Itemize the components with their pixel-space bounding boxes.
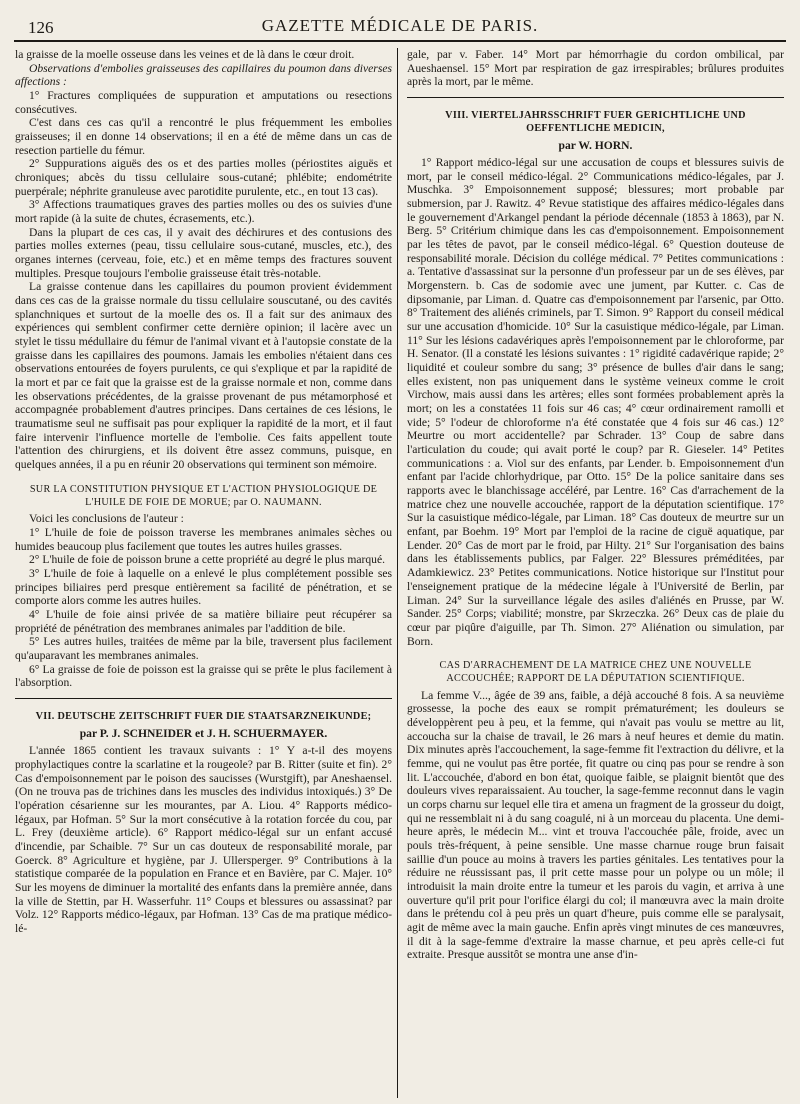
paragraph: 1° Fractures compliquées de suppuration et amputations ou resections consécutives. [15, 89, 392, 116]
paragraph: la graisse de la moelle osseuse dans les veines et de là dans le cœur droit. [15, 48, 355, 61]
paragraph: La femme V..., âgée de 39 ans, faible, a déjà accouché 8 fois. A sa neuvième grossesse, la poche des eaux se rompit prématurément; les douleurs se développèrent peu à peu, et la femme, qui n'avait pas voulu se mettre au lit, accoucha sur la chaise de travail, le 26 mars à neuf heures et demie du matin. Dix minutes après l'accouchement, la sage-femme fit l'extraction du délivre, et la femme, qui ne voulut pas être portée, fit quatre ou cinq pas pour se rendre à son lit. L'accouchée, d'abord en bon état, quoique faible, se plaignit bientôt que des douleurs vives reparaissaient. Au toucher, la sage-femme reconnut dans le vagin un corps charnu sur lequel elle tira et amena un fragment de la grosseur du doigt, qui ne ressemblait ni à du sang coagulé, ni à un morceau du placenta. Une demi-heure après, le médecin M... vint et trouva l'accouchée pâle, froide, avec un pouls très-fréquent, à peine sensible. Une masse charnue rouge brun faisait saillie d'un pouce au moins à travers les parties génitales. Les tentatives pour la réduire ne réussissant pas, il prit cette masse pour un polype ou un môle; il introduisit la main droite entre la tumeur et les parois du vagin, et arriva à une ouverture qu'il prit pour l'orifice élargi du col; il manœuvra avec la main droite dans le prétendu col à peu près un quart d'heure, puis comme elle se paralysait, agit de même avec la main gauche. Enfin après vingt minutes de ces manœuvres, il dit à la sage-femme d'extraire la masse charnue, et peu après celle-ci fut extraite. Presque aussitôt se montra une anse d'in- [407, 688, 784, 962]
paragraph: La graisse contenue dans les capillaires du poumon provient évidemment dans ces cas de la graisse normale du tissu cellulaire souscutané, ou des cavités splanchniques et surtout de la moelle des os. Il a fait sur des animaux des expériences qui semblent confirmer cette dernière opinion; il lacère avec un stylet le tissu médullaire du fémur de l'animal vivant et à l'autopsie constate de la graisse dans les capillaires des poumons. Jamais les embolies n'étaient dans ces observations entourées de foyers purulents, ce qui s'explique et par la rapidité de la mort et par ce fait que la graisse est de la graisse normale et non, comme dans les observations précédentes, de la graisse provenant de pus métamorphosé et accompagnée probablement d'autres principes. Dans certaines de ces lésions, le traumatisme seul ne suffisait pas pour expliquer la rapidité de la mort, et il faut faire intervenir l'influence mortelle de l'embolie. Ces faits appellent toute l'attention des chirurgiens, et ils doivent être assez communs, puisque, en quelques années, il a pu en réunir 20 observations qui terminent son mémoire. [15, 280, 392, 472]
journal-title: GAZETTE MÉDICALE DE PARIS. [261, 16, 539, 35]
subheading: Observations d'embolies graisseuses des capillaires du poumon dans diverses affections : [15, 61, 392, 89]
paragraph: 3° Affections traumatiques graves des parties molles ou des os suivies d'une mort rapide (à la suite de chutes, écrasements, etc.). [15, 198, 392, 226]
right-column [407, 48, 784, 1098]
column-divider [397, 48, 398, 1098]
paragraph: 4° L'huile de foie ainsi privée de sa matière biliaire peut récupérer sa propriété de pénétration des membranes animales par l'addition de bile. [15, 608, 392, 635]
section-byline: par P. J. SCHNEIDER et J. H. SCHUERMAYER. [79, 726, 328, 740]
section-byline: par W. HORN. [558, 138, 633, 152]
section-title-text: VIII. VIERTELJAHRSSCHRIFT FUER GERICHTLICHE UND OEFFENTLICHE MEDICIN, [445, 110, 746, 134]
paragraph: C'est dans ces cas qu'il a rencontré le plus fréquemment les embolies graisseuses; il en donne 14 observations; il en a été de même dans un cas de resection partielle du fémur. [15, 116, 392, 157]
paragraph: 2° L'huile de foie de poisson brune a cette propriété au degré le plus marqué. [29, 553, 386, 567]
paragraph: 5° Les autres huiles, traitées de même par la bile, traversent plus facilement qu'auparavant les membranes animales. [15, 635, 392, 663]
paragraph: 2° Suppurations aiguës des os et des parties molles (périostites aiguës et chroniques; abcès du tissu cellulaire sous-cutané; phlébite; endométrite puerpérale; néphrite granuleuse avec parotidite purulente, etc., en tout 13 cas). [15, 157, 392, 198]
section-title-vierteljahrsschrift [407, 110, 784, 153]
section-title-text: VII. DEUTSCHE ZEITSCHRIFT FUER DIE STAATSARZNEIKUNDE; [35, 711, 372, 723]
section-title-naumann: SUR LA CONSTITUTION PHYSIQUE ET L'ACTION PHYSIOLOGIQUE DE L'HUILE DE FOIE DE MORUE; par O. NAUMANN. [29, 483, 378, 508]
paragraph: Dans la plupart de ces cas, il y avait des déchirures et des contusions des parties molles externes (peau, tissu cellulaire sous-cutané, muscles, etc.), des organes internes (cerveau, foie, etc.) et en même temps des fractures souvent multiples. Presque toujours l'embolie graisseuse était très-notable. [15, 225, 392, 280]
paragraph: 3° L'huile de foie à laquelle on a enlevé le plus complétement possible ses principes biliaires perd presque entièrement sa facilité de pénétration, et se comporte alors comme les autres huiles. [15, 567, 392, 608]
paragraph: gale, par v. Faber. 14° Mort par hémorrhagie du cordon ombilical, par Aueshaensel. 15° Mort par respiration de gaz irrespirables; brûlures produites après la mort, par le même. [407, 48, 784, 89]
section-title-arrachement: CAS D'ARRACHEMENT DE LA MATRICE CHEZ UNE NOUVELLE ACCOUCHÉE; RAPPORT DE LA DÉPUTATION SCIENTIFIQUE. [439, 660, 752, 684]
section-title-staatsarzneikunde [15, 711, 392, 741]
paragraph: 1° Rapport médico-légal sur une accusation de coups et blessures suivis de mort, par le conseil médico-légal. 2° Communications médico-légales, par J. Muschka. 3° Empoisonnement supposé; blessures; mort probable par submersion, par J. Rawitz. 4° Revue statistique des affaires médico-légales dans le gouvernement d'Arkangel pendant la période décennale (1853 à 1863), par N. Berg. 5° Critérium chimique dans les cas d'empoisonnement. Empoisonnement par les têtes de pavot, par le conseil médico-légal. 6° Question douteuse de responsabilité morale. Décision du collége médical. 7° Petites communications : a. Tentative d'assassinat sur la personne d'un professeur par un de ses élèves, par Morgenstern. b. Cas de sodomie avec une jument, par Kutter. c. Cas de dipsomanie, par Liman. d. Quatre cas d'empoisonnement par l'arsenic, par Otto. 8° Traitement des aliénés criminels, par T. Simon. 9° Rapport du conseil médical sur une accusation d'homicide. 10° Sur la casuistique médico-légale, par Liman. 11° Sur les lésions cadavériques après l'empoisonnement par le chloroforme, par H. Senator. (Il a constaté les lésions suivantes : 1° rigidité cadavérique rapide; 2° liquidité et couleur sombre du sang; 3° présence de bulles d'air dans le sang; elles existent, non pas uniquement dans le système veineux comme le croit Virchow, mais aussi dans les artères; elles sont formées probablement après la mort; on les a constatées 11 fois sur 46 cas; 4° cœur ordinairement ramolli et vide; 5° l'odeur de chloroforme n'a été constatée que 4 fois sur 46 cas.) 12° Meurtre ou mort accidentelle? par Schrader. 13° Coup de sabre dans l'articulation du coude; qui avait porté le coup? par R. Gieseler. 14° Petites communications : a. Viol sur des enfants, par Lender. b. Empoisonnement d'un enfant par l'acide chlorhydrique, par Otto. 15° De la police sanitaire dans ses rapports avec le blanchissage accéléré, par Lentre. 16° Cas d'arrachement de la matrice chez une nouvelle accouchée, rapport de la députation scientifique. 17° Sur la casuistique médico-légale, par Liman. 18° Cas douteux de meurtre sur un enfant, par Boehm. 19° Mort par l'emploi de la racine de ciguë aquatique, par Lender. 20° Cas de mort par le froid, par Hilty. 21° Sur l'organisation des bains dans les établissements publics, par Falger. 22° Blessures préméditées, par Adamkiewicz. 23° Petites communications. Notice historique sur l'Institut pour l'enseignement pratique de la médecine légale à l'Université de Berlin, par Liman. 24° Sur la surveillance légale des asiles d'aliénés en Prusse, par W. Sander. 25° Corps; viabilité; monstre, par Skrzeczka. 26° Deux cas de plaie du cœur par piqûre d'aiguille, par Th. Simon. 27° Aliénation ou simulation, par Born. [407, 156, 784, 648]
section-rule [15, 698, 392, 699]
paragraph: Voici les conclusions de l'auteur : [29, 512, 184, 526]
left-column [15, 48, 392, 1098]
section-rule [407, 97, 784, 98]
paragraph: 6° La graisse de foie de poisson est la graisse qui se prête le plus facilement à l'absorption. [15, 662, 392, 690]
paragraph: 1° L'huile de foie de poisson traverse les membranes animales sèches ou humides beaucoup plus facilement que toutes les autres huiles grasses. [15, 526, 392, 553]
page-number: 126 [28, 18, 54, 37]
page-header [14, 12, 786, 42]
paragraph: L'année 1865 contient les travaux suivants : 1° Y a-t-il des moyens prophylactiques contre la scarlatine et la rougeole? par B. Ritter (suite et fin). 2° Cas d'empoisonnement par le poison des saucisses (Wurstgift), par Aneshaensel. (On ne trouva pas de trichines dans les muscles des individus intoxiqués.) 3° De l'opération césarienne sur les mourantes, par A. Liou. 4° Rapports médico-légaux, par Hofman. 5° Sur la mort consécutive à la rotation forcée du cou, par L. Frey (deuxième article). 6° Rapport médico-légal sur un enfant accusé d'incendie, par Schaible. 7° Sur un cas douteux de responsabilité morale, par Goerck. 8° Agriculture et hygiène, par J. Ullersperger. 9° Contributions à la statistique comparée de la population en France et en Bavière, par C. Majer. 10° Sur les moyens de diminuer la mortalité des enfants dans la première année, dans la ville de Stettin, par H. Wasserfuhr. 11° Coups et blessures ou assassinat? par Volz. 12° Rapports médico-légaux, par Hofman. 13° Cas de ma pratique médico-lé- [15, 744, 392, 936]
